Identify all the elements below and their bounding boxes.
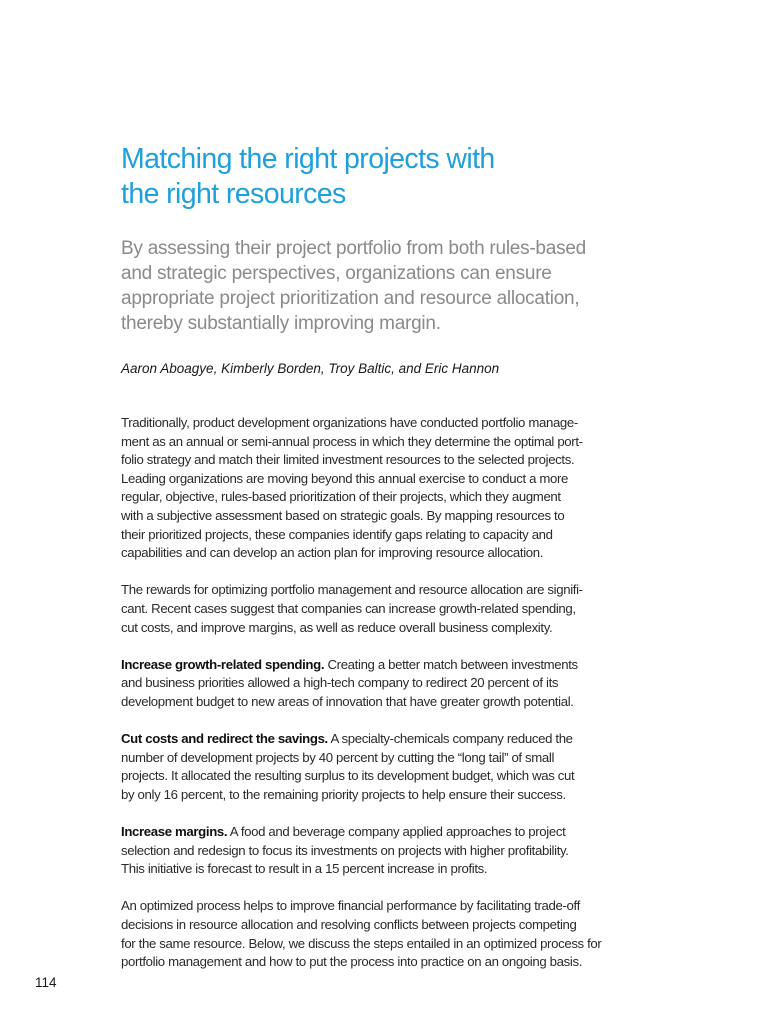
body-line: cut costs, and improve margins, as well as reduce overall business complexity. [121, 619, 553, 635]
article-title-line: the right resources [121, 178, 346, 210]
body-line: with a subjective assessment based on strategic goals. By mapping resources to [121, 507, 565, 523]
body-line: for the same resource. Below, we discuss the steps entailed in an optimized process for [121, 935, 602, 951]
body-text: A specialty-chemicals company reduced the [327, 731, 573, 747]
body-line: and business priorities allowed a high-tech company to redirect 20 percent of its [121, 675, 559, 691]
article-title-line: Matching the right projects with [121, 143, 495, 175]
body-line: Leading organizations are moving beyond this annual exercise to conduct a more [121, 470, 569, 486]
body-paragraph [121, 897, 637, 971]
body-line: folio strategy and match their limited investment resources to the selected projects. [121, 452, 575, 468]
body-text: A food and beverage company applied approaches to project [227, 824, 566, 840]
article-authors: Aaron Aboagye, Kimberly Borden, Troy Baltic, and Eric Hannon [121, 361, 500, 376]
deck-line: appropriate project prioritization and resource allocation, [121, 288, 580, 309]
article [121, 142, 637, 990]
body-paragraph-growth [121, 656, 637, 712]
deck-line: By assessing their project portfolio from both rules-based [121, 238, 586, 259]
body-text: Creating a better match between investments [324, 656, 578, 672]
body-line: regular, objective, rules-based prioritization of their projects, which they augment [121, 489, 561, 505]
body-line: cant. Recent cases suggest that companies can increase growth-related spending, [121, 600, 576, 616]
body-line: decisions in resource allocation and resolving conflicts between projects competing [121, 917, 577, 933]
body-line: The rewards for optimizing portfolio management and resource allocation are signifi- [121, 582, 583, 598]
body-line: their prioritized projects, these companies identify gaps relating to capacity and [121, 526, 553, 542]
page-number: 114 [35, 975, 57, 990]
body-line: projects. It allocated the resulting surplus to its development budget, which was cut [121, 768, 575, 784]
body-line [121, 823, 637, 842]
body-paragraph-costs [121, 730, 637, 804]
paragraph-lead: Increase growth-related spending. [121, 656, 325, 672]
paragraph-lead: Increase margins. [121, 824, 228, 840]
article-deck [121, 236, 637, 336]
body-line [121, 730, 637, 749]
article-body [121, 414, 637, 972]
body-line [121, 656, 637, 675]
body-line: number of development projects by 40 percent by cutting the “long tail” of small [121, 749, 555, 765]
body-line: by only 16 percent, to the remaining priority projects to help ensure their success. [121, 786, 566, 802]
article-title [121, 142, 637, 212]
deck-line: thereby substantially improving margin. [121, 313, 441, 334]
body-line: development budget to new areas of innovation that have greater growth potential. [121, 693, 574, 709]
deck-line: and strategic perspectives, organizations can ensure [121, 263, 552, 284]
body-line: portfolio management and how to put the process into practice on an ongoing basis. [121, 954, 583, 970]
body-line: An optimized process helps to improve financial performance by facilitating trade-off [121, 898, 580, 914]
body-line: This initiative is forecast to result in a 15 percent increase in profits. [121, 861, 488, 877]
body-line: capabilities and can develop an action plan for improving resource allocation. [121, 545, 544, 561]
body-line: ment as an annual or semi-annual process in which they determine the optimal port- [121, 433, 583, 449]
body-paragraph [121, 414, 637, 563]
body-line: Traditionally, product development organizations have conducted portfolio manage- [121, 415, 578, 430]
body-paragraph-margins [121, 823, 637, 879]
body-line: selection and redesign to focus its investments on projects with higher profitability. [121, 842, 569, 858]
paragraph-lead: Cut costs and redirect the savings. [121, 731, 328, 747]
body-paragraph [121, 581, 637, 637]
